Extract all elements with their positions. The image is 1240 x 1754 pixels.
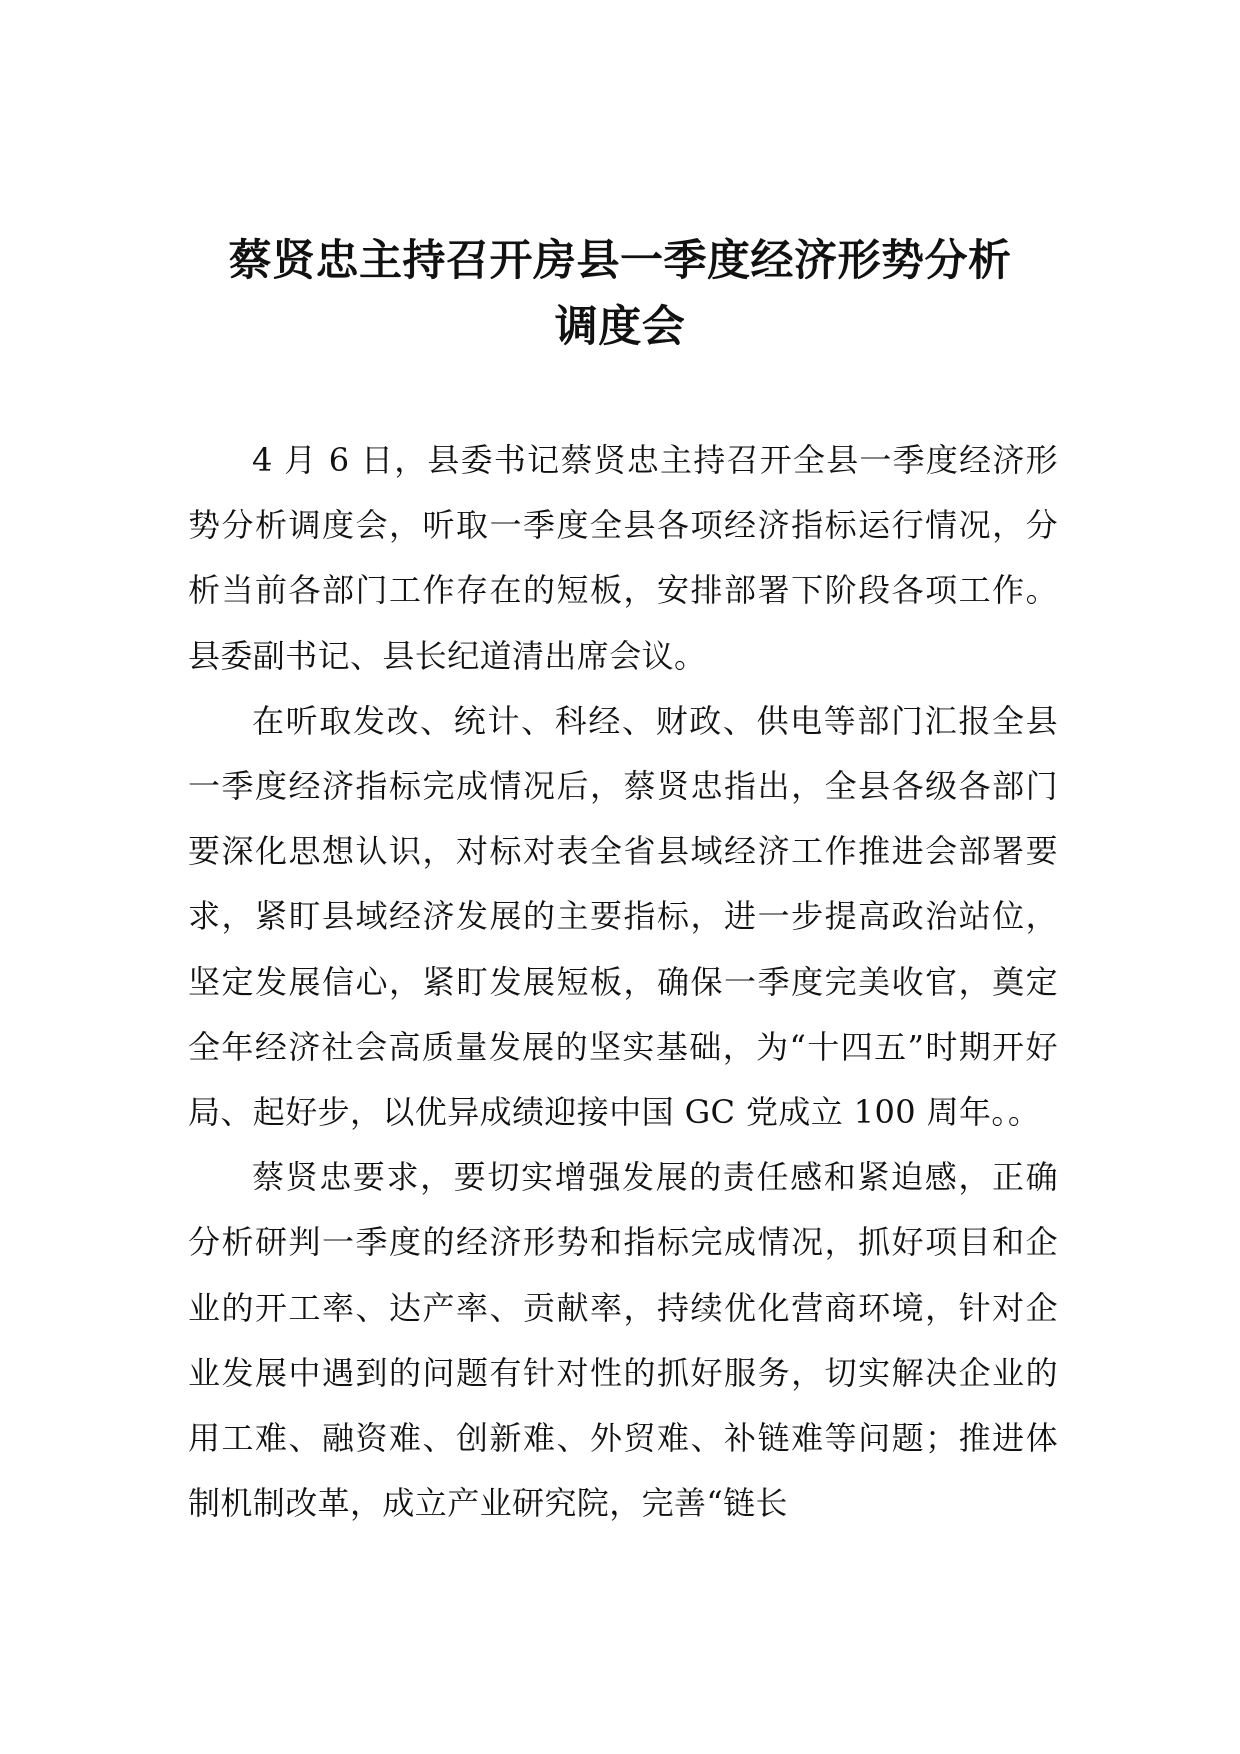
- paragraph: 4 月 6 日，县委书记蔡贤忠主持召开全县一季度经济形势分析调度会，听取一季度全县各项经济指标运行情况，分析当前各部门工作存在的短板，安排部署下阶段各项工作。县委副书记、县长纪道清出席会议。: [188, 441, 1058, 675]
- document-body: [188, 428, 1058, 1536]
- paragraph: 蔡贤忠要求，要切实增强发展的责任感和紧迫感，正确分析研判一季度的经济形势和指标完成情况，抓好项目和企业的开工率、达产率、贡献率，持续优化营商环境，针对企业发展中遇到的问题有针对性的抓好服务，切实解决企业的用工难、融资难、创新难、外贸难、补链难等问题；推进体制机制改革，成立产业研究院，完善“链长: [188, 1158, 1058, 1523]
- title-line-2: 调度会: [554, 302, 686, 352]
- document-title: [180, 228, 1060, 360]
- paragraph: 在听取发改、统计、科经、财政、供电等部门汇报全县一季度经济指标完成情况后，蔡贤忠指出，全县各级各部门要深化思想认识，对标对表全省县域经济工作推进会部署要求，紧盯县域经济发展的主要指标，进一步提高政治站位，坚定发展信心，紧盯发展短板，确保一季度完美收官，奠定全年经济社会高质量发展的坚实基础，为“十四五”时期开好局、起好步，以优异成绩迎接中国 GC 党成立 100 周年。。: [188, 701, 1058, 1132]
- title-line-1: 蔡贤忠主持召开房县一季度经济形势分析: [228, 236, 1012, 286]
